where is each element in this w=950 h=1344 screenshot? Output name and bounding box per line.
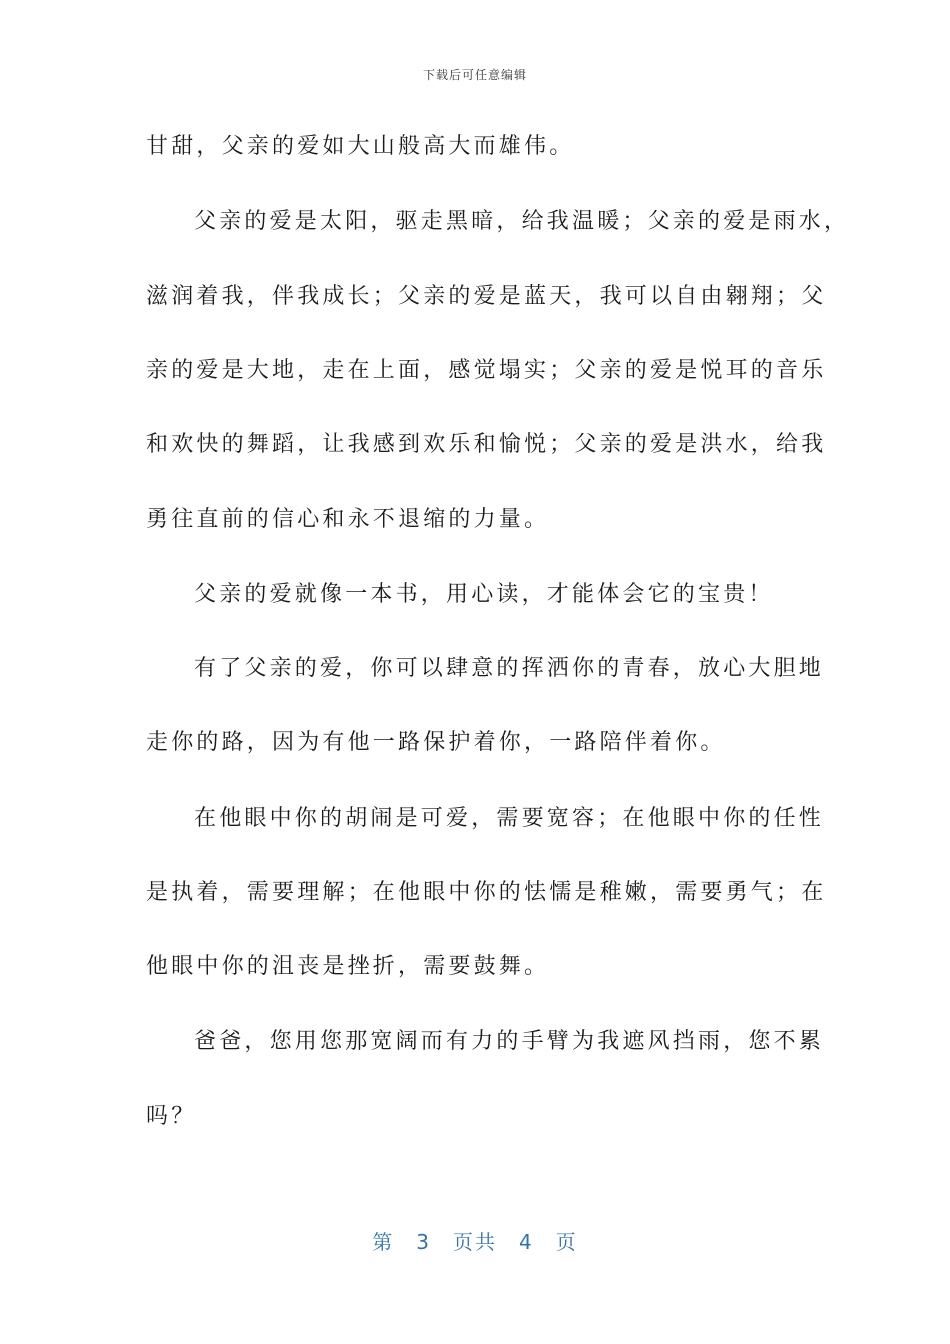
page-mid: 页共 bbox=[453, 1230, 497, 1254]
paragraph-line: 走你的路，因为有他一路保护着你，一路陪伴着你。 bbox=[146, 730, 726, 755]
paragraph-line: 和欢快的舞蹈，让我感到欢乐和愉悦；父亲的爱是洪水，给我 bbox=[146, 432, 827, 457]
paragraph-line: 甘甜，父亲的爱如大山般高大而雄伟。 bbox=[146, 134, 575, 159]
paragraph-line: 在他眼中你的胡闹是可爱，需要宽容；在他眼中你的任性 bbox=[194, 806, 825, 831]
paragraph-line: 吗？ bbox=[146, 1104, 197, 1129]
paragraph-line: 他眼中你的沮丧是挫折，需要鼓舞。 bbox=[146, 954, 550, 979]
paragraph-line: 勇往直前的信心和永不退缩的力量。 bbox=[146, 507, 550, 532]
paragraph-line: 有了父亲的爱，你可以肆意的挥洒你的青春，放心大胆地 bbox=[194, 656, 825, 681]
current-page-number: 3 bbox=[416, 1230, 431, 1254]
total-pages-number: 4 bbox=[519, 1230, 534, 1254]
page-number-footer bbox=[0, 1226, 950, 1255]
paragraph-line: 父亲的爱是太阳，驱走黑暗，给我温暖；父亲的爱是雨水， bbox=[194, 209, 850, 234]
header-note: 下载后可任意编辑 bbox=[422, 68, 527, 82]
paragraph-line: 滋润着我，伴我成长；父亲的爱是蓝天，我可以自由翱翔；父 bbox=[146, 284, 827, 309]
page-prefix: 第 bbox=[372, 1230, 395, 1254]
paragraph-line: 爸爸，您用您那宽阔而有力的手臂为我遮风挡雨，您不累 bbox=[194, 1029, 825, 1054]
paragraph-line: 父亲的爱就像一本书，用心读，才能体会它的宝贵！ bbox=[194, 582, 774, 607]
paragraph-line: 是执着，需要理解；在他眼中你的怯懦是稚嫩，需要勇气；在 bbox=[146, 880, 827, 905]
page-suffix: 页 bbox=[555, 1230, 578, 1254]
paragraph-line: 亲的爱是大地，走在上面，感觉塌实；父亲的爱是悦耳的音乐 bbox=[146, 358, 827, 383]
